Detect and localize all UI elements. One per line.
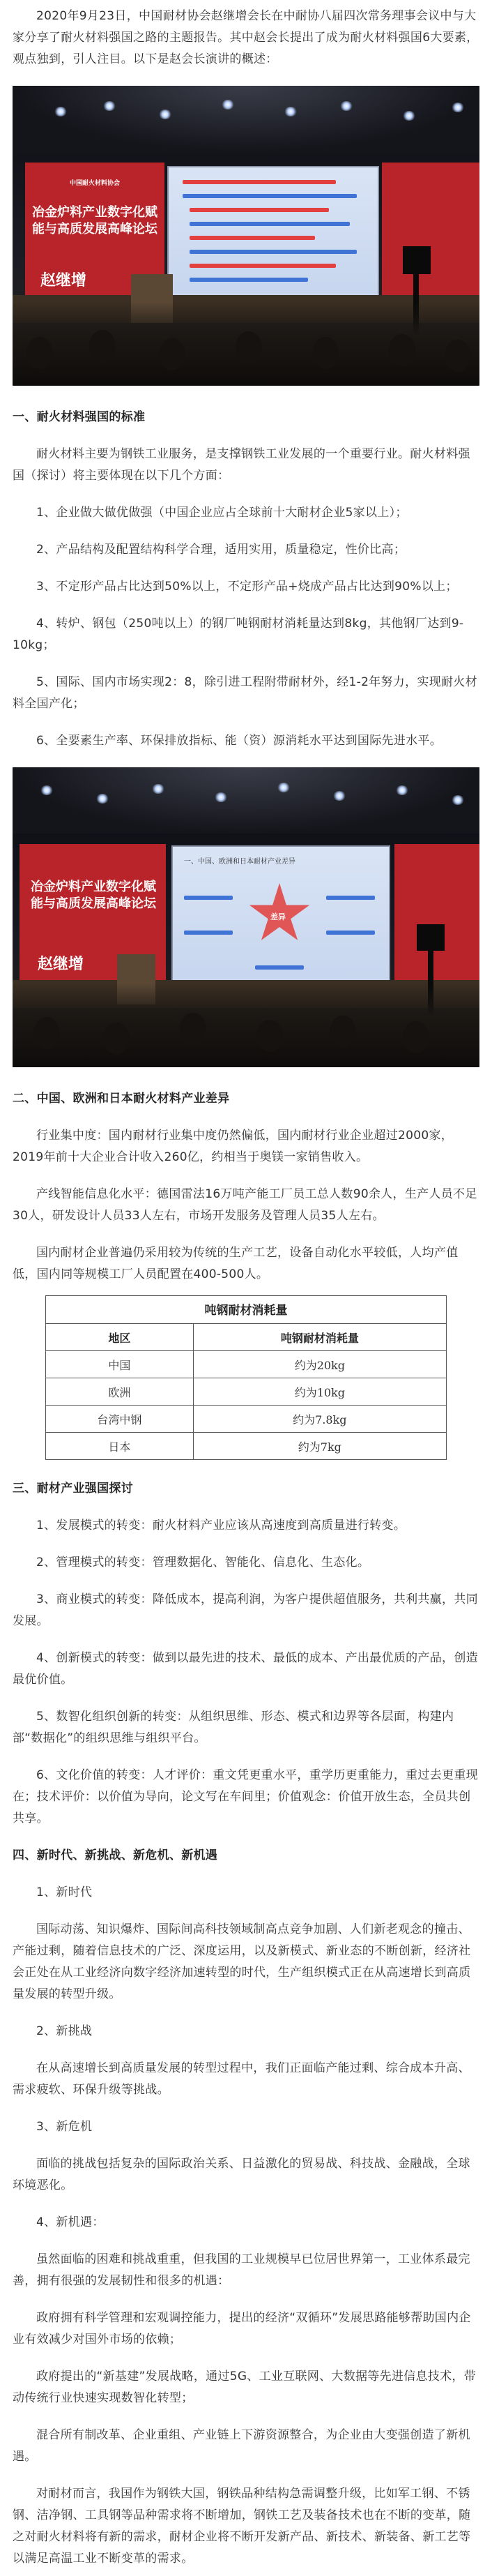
stage-light [403, 111, 415, 121]
section-4-title: 四、新时代、新挑战、新危机、新机遇 [13, 1848, 218, 1862]
subsection-paragraph: 面临的挑战包括复杂的国际政治关系、日益激化的贸易战、科技战、金融战，全球环境恶化。 [13, 2157, 470, 2192]
speaker-name: 赵继增 [38, 956, 84, 973]
section-2-paragraph: 国内耐材企业普遍仍采用较为传统的生产工艺，设备自动化水平较低，人均产值低，国内同等规模工厂人员配置在400-500人。 [13, 1246, 459, 1281]
slide-line [190, 278, 308, 282]
stage-light [284, 107, 297, 116]
section-3-item: 1、发展模式的转变：耐火材料产业应该从高速度到高质量进行转变。 [36, 1519, 406, 1532]
refractory-consumption-table [45, 1295, 447, 1460]
stage-light [277, 783, 290, 792]
consumption-table-wrapper [45, 1295, 447, 1460]
stage-light [215, 792, 227, 802]
section-3-item: 4、创新模式的转变：做到以最先进的技术、最低的成本、产出最优质的产品，创造最优价值。 [13, 1651, 478, 1687]
section-1-paragraph: 耐火材料主要为钢铁工业服务，是支撑钢铁工业发展的一个重要行业。耐火材料强国（探讨）将主要体现在以下几个方面： [13, 447, 470, 483]
stage-light [222, 100, 234, 110]
stage-light [103, 101, 116, 111]
table-row [46, 1406, 447, 1433]
conference-photo-2 [13, 767, 479, 1067]
stage-light [333, 791, 346, 801]
table-cell: 欧洲 [46, 1378, 194, 1406]
slide-line [184, 896, 233, 900]
section-3-item: 5、数智化组织创新的转变：从组织思维、形态、模式和边界等各层面，构建内部“数据化”的组织思维与组织平台。 [13, 1710, 454, 1745]
section-1-item: 5、国际、国内市场实现2：8，除引进工程附带耐材外，经1-2年努力，实现耐火材料全国产化； [13, 675, 477, 711]
section-1-title: 一、耐火材料强国的标准 [13, 410, 146, 424]
table-cell: 台湾中钢 [46, 1406, 194, 1433]
side-banner-right [394, 844, 479, 994]
speaker-name: 赵继增 [40, 272, 87, 289]
subsection-paragraph: 政府提出的“新基建”发展战略，通过5G、工业互联网、大数据等先进信息技术，带动传统行业快速实现数智化转型； [13, 2370, 477, 2405]
subsection-title: 3、新危机 [36, 2120, 93, 2134]
table-cell: 约为20kg [193, 1351, 446, 1378]
section-1-item: 2、产品结构及配置结构科学合理，适用实用，质量稳定，性价比高； [36, 543, 406, 557]
table-row [46, 1351, 447, 1378]
slide-line [190, 222, 350, 226]
section-1-item: 6、全要素生产率、环保排放指标、能（资）源消耗水平达到国际先进水平。 [36, 734, 443, 748]
section-1-item: 4、转炉、钢包（250吨以上）的钢厂吨钢耐材消耗量达到8kg，其他钢厂达到9-10kg； [13, 617, 464, 652]
stage-light [159, 110, 171, 119]
subsection-paragraph: 对耐材而言，我国作为钢铁大国，钢铁品种结构急需调整升级，比如军工钢、不锈钢、洁净钢、工具钢等品种需求将不断增加，钢铁工艺及装备技术也在不断的变革，随之对耐火材料将有新的需求，耐材企业将不断开发新产品、新技术、新装备、新工艺等以满足高温工业不断变革的需求。 [13, 2487, 471, 2566]
forum-title: 冶金炉料产业数字化赋能与高质发展高峰论坛 [32, 205, 157, 236]
table-cell: 日本 [46, 1433, 194, 1460]
table-caption: 吨钢耐材消耗量 [45, 1295, 447, 1323]
section-3-item: 2、管理模式的转变：管理数据化、智能化、信息化、生态化。 [36, 1556, 370, 1569]
stage-light [452, 103, 464, 112]
slide-line [184, 931, 233, 935]
table-cell: 中国 [46, 1351, 194, 1378]
subsection-title: 1、新时代 [36, 1885, 93, 1899]
slide-line [190, 250, 357, 254]
subsection-paragraph: 虽然面临的困难和挑战重重，但我国的工业规模早已位居世界第一，工业体系最完善，拥有很强的发展韧性和很多的机遇： [13, 2252, 470, 2288]
intro-paragraph: 2020年9月23日，中国耐材协会赵继增会长在中耐协八届四次常务理事会议中与大家分享了耐火材料强国之路的主题报告。其中赵会长提出了成为耐火材料强国6大要素，观点独到，引人注目。以下是赵会长演讲的概述： [13, 9, 479, 66]
projection-screen [167, 166, 379, 301]
subsection-title: 4、新机遇： [36, 2215, 105, 2229]
table-header-row [46, 1324, 447, 1351]
slide-line [190, 236, 315, 240]
audience-head [159, 338, 185, 370]
subsection-paragraph: 混合所有制改革、企业重组、产业链上下游资源整合，为企业由大变强创造了新机遇。 [13, 2428, 470, 2464]
slide-line [326, 896, 375, 900]
side-banner-right [382, 163, 479, 309]
stage-light [396, 785, 408, 795]
audience-head [330, 1016, 356, 1048]
audience-head [389, 334, 415, 366]
slide-title: 一、中国、欧洲和日本耐材产业差异 [184, 858, 295, 866]
camera [403, 246, 431, 274]
audience-head [445, 340, 471, 372]
audience-head [236, 331, 262, 363]
subsection-paragraph: 国际动荡、知识爆炸、国际间高科技领域制高点竞争加剧、人们新老观念的撞击、产能过剩，随着信息技术的广泛、深度运用，以及新模式、新业态的不断创新，经济社会正处在从工业经济向数字经济加速转型的时代，生产组织模式正在从高速增长到高质量发展的转型升级。 [13, 1922, 471, 2001]
stage-light [40, 785, 53, 795]
subsection-title: 2、新挑战 [36, 2024, 93, 2038]
slide-line [183, 194, 357, 198]
subsection-paragraph: 政府拥有科学管理和宏观调控能力，提出的经济“双循环”发展思路能够帮助国内企业有效减少对国外市场的依赖； [13, 2311, 471, 2347]
subsection-paragraph: 在从高速增长到高质量发展的转型过程中，我们正面临产能过剩、综合成本升高、需求疲软、环保升级等挑战。 [13, 2061, 470, 2097]
section-2-title: 二、中国、欧洲和日本耐火材料产业差异 [13, 1092, 230, 1106]
section-1-item: 1、企业做大做优做强（中国企业应占全球前十大耐材企业5家以上）； [36, 506, 408, 520]
slide-line [190, 208, 329, 212]
audience-head [312, 337, 339, 369]
star-label: 差异 [270, 912, 286, 921]
audience-head [403, 1021, 429, 1053]
stage-light [96, 794, 109, 804]
projection-screen [171, 845, 390, 988]
forum-title: 冶金炉料产业数字化赋能与高质发展高峰论坛 [31, 880, 156, 911]
stage-light [452, 795, 464, 805]
table-header: 吨钢耐材消耗量 [193, 1324, 446, 1351]
table-row [46, 1378, 447, 1406]
slide-line [255, 965, 304, 970]
stage-light [152, 784, 164, 794]
section-3-item: 6、文化价值的转变：人才评价：重文凭更重水平，重学历更重能力，重过去更重现在；技术评价：以价值为导向，论文写在车间里；价值观念：价值开放生态，全员共创共享。 [13, 1768, 478, 1825]
table-cell: 约为10kg [193, 1378, 446, 1406]
slide-line [326, 931, 375, 935]
section-2-paragraph: 行业集中度：国内耐材行业集中度仍然偏低，国内耐材行业企业超过2000家，2019年前十大企业合计收入260亿，约相当于奥镁一家销售收入。 [13, 1129, 454, 1164]
audience-head [180, 1013, 206, 1045]
ceiling [13, 767, 479, 834]
stage-light [54, 107, 67, 116]
section-3-title: 三、耐材产业强国探讨 [13, 1482, 133, 1496]
section-1-item: 3、不定形产品占比达到50%以上，不定形产品+烧成产品占比达到90%以上； [36, 580, 458, 594]
stage-light [340, 101, 353, 111]
table-cell: 约为7.8kg [193, 1406, 446, 1433]
audience-head [33, 1017, 60, 1049]
audience-head [256, 1020, 283, 1052]
conference-photo-1 [13, 86, 479, 386]
slide-line [190, 264, 336, 268]
slide-line [183, 180, 336, 184]
section-3-item: 3、商业模式的转变：降低成本，提高利润，为客户提供超值服务，共利共赢，共同发展。 [13, 1592, 478, 1628]
table-header: 地区 [46, 1324, 194, 1351]
camera [417, 924, 445, 951]
table-row [46, 1433, 447, 1460]
table-cell: 约为7kg [193, 1433, 446, 1460]
audience-head [103, 1023, 130, 1055]
audience-head [26, 337, 53, 369]
org-label: 中国耐火材料协会 [69, 180, 120, 187]
audience-head [89, 330, 116, 362]
section-2-paragraph: 产线智能信息化水平：德国雷法16万吨产能工厂员工总人数90余人，生产人员不足30人，研发设计人员33人左右，市场开发服务及管理人员35人左右。 [13, 1187, 477, 1223]
